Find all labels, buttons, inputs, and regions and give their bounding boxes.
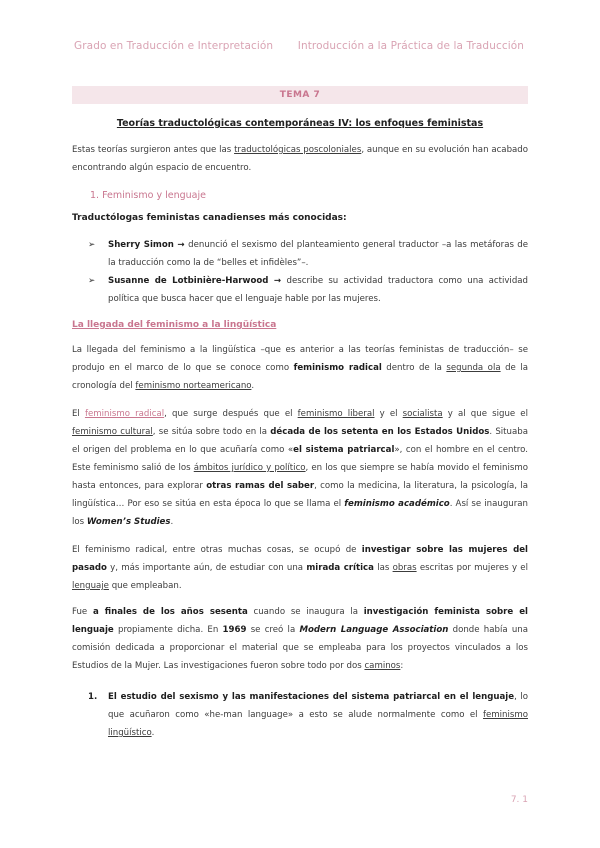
arrow-bullet-icon: ➢ [88,240,96,250]
paragraph-4: Fue a finales de los años sesenta cuando se inaugura la investigación feminista sobre el lenguaje propiamente dicha. En 1969 se creó la Modern Language Association donde había una comisión dedicada a proporcionar el material que se empleaba para los proyectos vinculados a los Estudios de la Mujer. Las investigaciones fueron sobre todo por dos caminos: [72,607,528,671]
section-heading: 1. Feminismo y lenguaje [90,190,206,201]
page-number: 7. 1 [510,795,528,805]
intro-paragraph: Estas teorías surgieron antes que las traductológicas poscoloniales, aunque en su evolución han acabado encontrando algún espacio de encuentro. [72,145,529,173]
list-item: ➢ Susanne de Lotbinière-Harwood → describe su actividad traductora como una actividad política que busca hacer que el lenguaje hable por las mujeres. [88,272,528,308]
topic-label: TEMA 7 [279,90,321,100]
paragraph-3: El feminismo radical, entre otras muchas cosas, se ocupó de investigar sobre las mujeres del pasado y, más importante aún, de estudiar con una mirada crítica las obras escritas por mujeres y el lenguaje que empleaban. [72,545,528,591]
subsection-heading: Traductólogas feministas canadienses más conocidas: [72,213,347,223]
subheading-linguistics: La llegada del feminismo a la lingüística [72,320,277,330]
header-course: Grado en Traducción e Interpretación [74,40,274,52]
numbered-item: 1. El estudio del sexismo y las manifestaciones del sistema patriarcal en el lenguaje, lo que acuñaron como «he-man language» a esto se alude normalmente como el feminismo lingüístico. [88,692,529,738]
list-item: ➢ Sherry Simon → denunció el sexismo del planteamiento general traductor –a las metáforas de la traducción como la de “belles et infidèles”–. [88,236,528,272]
page-title: Teorías traductológicas contemporáneas IV: los enfoques feministas [116,118,484,129]
header-subject: Introducción a la Práctica de la Traducción [297,40,524,52]
arrow-bullet-icon: ➢ [88,276,96,286]
paragraph-1: La llegada del feminismo a la lingüística –que es anterior a las teorías feministas de traducción– se produjo en el marco de lo que se conoce como feminismo radical dentro de la segunda ola de la cronología del feminismo norteamericano. [72,345,528,391]
topic-band [72,86,528,104]
paragraph-2: El feminismo radical, que surge después que el feminismo liberal y el socialista y al que sigue el feminismo cultural, se sitúa sobre todo en la década de los setenta en los Estados Unidos. Situaba el origen del problema en lo que acuñaría como «el sistema patriarcal», con el hombre en el centro. Este feminismo salió de los ámbitos jurídico y político, en los que siempre se había movido el feminismo hasta entonces, para explorar otras ramas del saber, como la medicina, la literatura, la psicología, la lingüística… Por eso se sitúa en esta época lo que se llama el feminismo académico. Así se inauguran los Women’s Studies. [72,409,528,527]
